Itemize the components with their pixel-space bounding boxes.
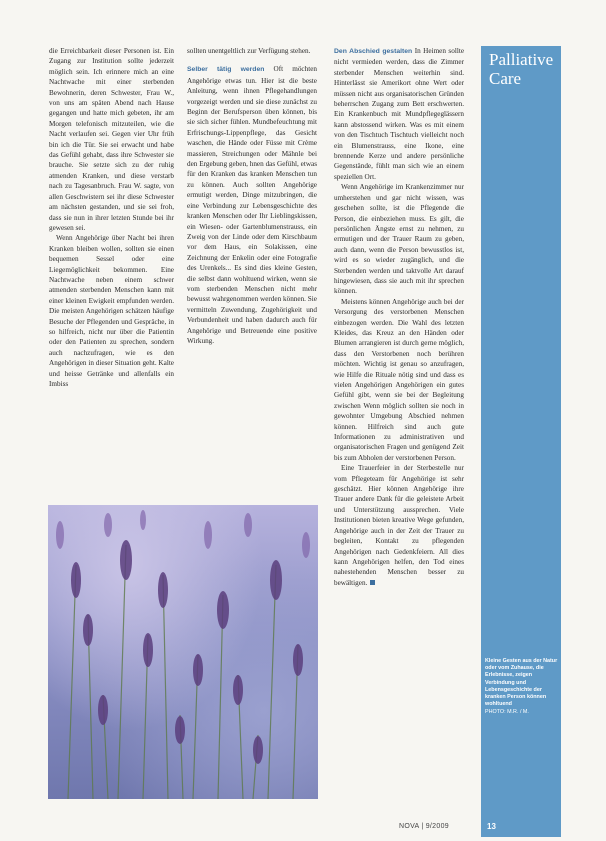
end-mark-icon xyxy=(370,580,375,585)
section-title-line: Palliative xyxy=(489,50,554,69)
section-title xyxy=(489,50,553,88)
magazine-issue: NOVA | 9/2009 xyxy=(399,823,449,830)
lavender-photo xyxy=(48,505,318,799)
paragraph xyxy=(334,46,464,182)
paragraph xyxy=(187,64,317,346)
text-column-2 xyxy=(187,46,317,346)
paragraph: Wenn Angehörige im Krankenzimmer nur umherstehen und gar nicht wissen, was geschehen sollte, ist die Pflegende die Person, die einbeziehen muss. Es gilt, die persönlichen Ängste ernst zu nehmen, zu ermutigen und der Trauer Raum zu geben, auch dann, wenn die Person bewusstlos ist, wird es so wieder zugänglich, und die Sterbenden werden und taktvolle Art darauf hingewiesen, dass sie auch mit ihr sprechen können. xyxy=(334,183,464,296)
photo-credit: PHOTO: M.R. / M. xyxy=(485,709,529,716)
text-column-3 xyxy=(334,46,464,588)
paragraph-text: In Heimen sollte nicht vermieden werden, dass die Zimmer sterbender Menschen weiterhin sind. Hinterlässt sie Amerikort ohne Wert oder müssen nicht aus organisatorischen Gründen beherrschen Zugang zum Bett erschwerten. Ein Krankenbuch mit Mundpflegeglässern kann abstossend wirken. Was es mit einem von den Tischtuch Tischtuch vielleicht noch ein Blumenstrauss, eine Ikone, eine brennende Kerze und andere persönliche Gegenstände, fühlt man sich wie an einem speziellen Ort. xyxy=(334,47,465,181)
subheading: Den Abschied gestalten xyxy=(334,48,413,55)
page-number: 13 xyxy=(487,822,496,831)
paragraph: die Erreichbarkeit dieser Personen ist. Ein Zugang zur Institution sollte jederzeit möglich sein. Ich erinnere mich an eine Nachtwache mit einer sterbenden Bewohnerin, deren Schwester, Frau W., von uns am späten Abend nach Hause gegangen und hatte mich gebeten, ihr am Morgen telefonisch mitzuteilen, wie die Nacht verlaufen sei. Gegen vier Uhr früh bin ich die Tür. Sie sei erwacht und habe das Gefühl gehabt, dass ihre Schwester sie brauche. Sie setzte sich zu der ruhig atmenden Kranken, und diese verstarb nach zu Tagesanbruch. Frau W. sagte, von allen Geschwistern sei ihr diese Schwester am nächsten gestanden, und sie sei froh, dass sie nun in ihrer letzten Stunde bei ihr gewesen sei. xyxy=(49,47,174,232)
subheading: Selber tätig werden xyxy=(187,66,265,74)
paragraph xyxy=(334,463,464,588)
paragraph-text: Oft möchten Angehörige etwas tun. Hier ist die beste Anleitung, wenn ihnen Pflegehandlungen vorgezeigt werden und sie diese zunächst zu Beginn der Berufsperson üben können, bis sie sich sicher fühlen. Mundbefeuchtung mit Erfrischungs-Lippenpflege, das Gesicht waschen, die Hände oder Füsse mit Crème massieren, Streichungen oder Mähnle bei den Ergebung geben, hnen das Gefühl, etwas für den Kranken das kranken Menschen tun zu können. Auch sollten Angehörige ermutigt werden, Dinge mitzubringen, die eine Verbindung zur Lebensgeschichte des kranken Menschen oder Ihr Lieblingskissen, ein Wiesen- oder Gartenblumenstrauss, ein Zweig von der Linde oder dem Kirschbaum vor dem Haus, ein Solakissen, eine Zeichnung der Enkelin oder eine Fotografie des Urenkels... Es sind dies kleine Gesten, die selbst dann wohltuend wirken, wenn sie vom sterbenden Menschen nicht mehr bewusst wahrgenommen werden können. Sie vermitteln Zuwendung, Zugehörigkeit und Verbundenheit und haben dadurch auch für Angehörige und Betreuende eine positive Wirkung. xyxy=(187,65,317,345)
caption-text: Kleine Gesten aus der Natur oder vom Zuhause, die Erlebnisse, zeigen Verbindung und Lebensgeschichte der kranken Person können wohltuend xyxy=(485,658,558,708)
section-title-line: Care xyxy=(489,69,522,88)
section-sidebar xyxy=(481,46,561,837)
paragraph: Meistens können Angehörige auch bei der Versorgung des verstorbenen Menschen einbezogen werden. Die Wahl des letzten Kleides, das Kreuz an den Händen oder Blumen arrangieren ist durch gerne möglich, dass den Verstorbenen noch berühren möchten. Wichtig ist genau so anzufragen, wie Hilfe die Rituale nötig sind und dass es vielen Angehörigen Angehörigen ein gutes Gefühl gibt, wenn sie bei der Begleitung zwischen Wenn möglich sollten sie noch in gewohnter Umgebung Abschied nehmen können. Hilfreich sind auch gute Informationen zu administrativen und organisatorischen Fragen und genügend Zeit bis zum Abholen der verstorbenen Person. xyxy=(334,297,464,462)
text-column-1 xyxy=(49,46,174,389)
photo-caption xyxy=(485,658,559,717)
paragraph: Wenn Angehörige über Nacht bei ihren Kranken bleiben wollen, sollten sie einen bequemen Sessel oder eine Liegemöglichkeit bekommen. Eine Nachtwache neben einem schwer atmenden sterbenden Menschen kann mit einer kleinen Ewigkeit empfunden werden. Die meisten Angehörigen schätzen häufige Besuche der Pflegenden und Gespräche, in so hilfreich, nicht nur über die Patientin oder den Patienten zu sprechen, sondern auch nachzufragen, wie es den Angehörigen in dieser Situation geht. Kalte und heisse Getränke und allenfalls ein Imbiss xyxy=(49,234,174,388)
lavender-illustration xyxy=(48,505,318,799)
paragraph-text: Eine Trauerfeier in der Sterbestelle nur vom Pflegeteam für Angehörige ist sehr geschätzt. Hier können Angehörige ihre Trauer andere Dank für die geleistete Arbeit und Unterstützung aussprechen. Viele Institutionen bieten kreative Wege gefunden, Angehörige auch in der Zeit der Trauer zu begleiten, Kontakt zu pflegenden Angehörigen nach Gedenkfeiern. All dies kann Angehörigen helfen, den Tod eines nahestehenden Menschen besser zu bewältigen. xyxy=(334,464,464,587)
paragraph: sollten unentgeltlich zur Verfügung stehen. xyxy=(187,47,311,55)
